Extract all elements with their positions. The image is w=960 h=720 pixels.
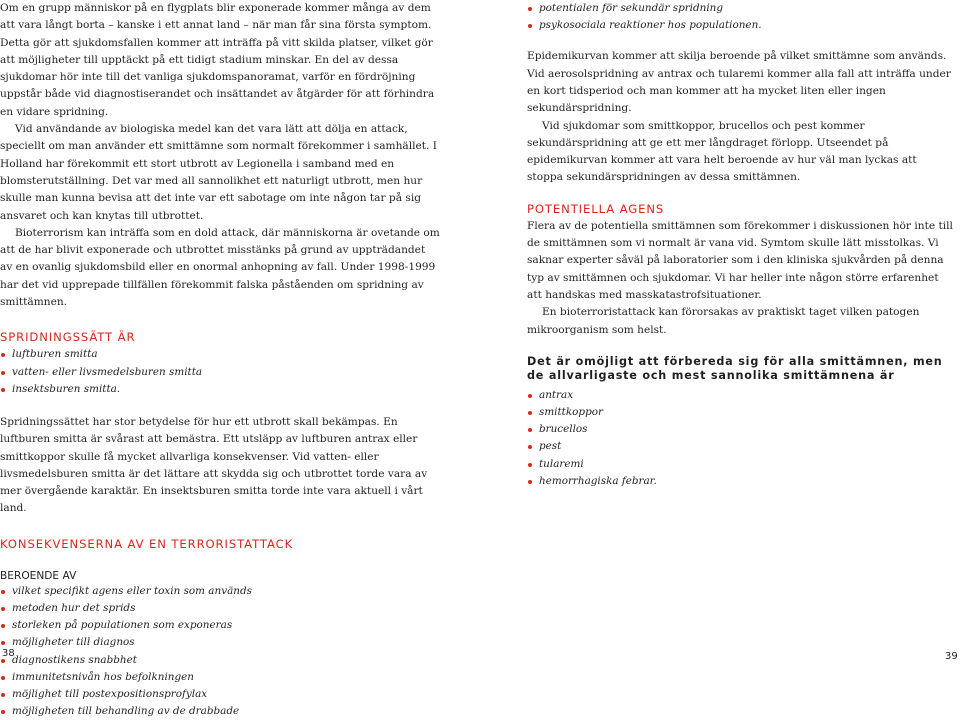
paragraph-agents: Flera av de potentiella smittämnen som förekommer i diskussionen hör inte till de smittämnen som vi normalt är vana vid. Symtom skulle lätt misstolkas. Vi saknar experter såväl på laboratorier som i den kliniska sjukvården på denna typ av smittämnen och sjukdomar. Vi har heller inte någon större erfarenhet att handskas med masskatastrofsituationer.	[527, 219, 953, 301]
paragraph-airport: Om en grupp människor på en flygplats blir exponerade kommer många av dem att vara långt borta – kanske i ett annat land – när man får sina första symptom. Detta gör att sjukdomsfallen kommer att inträffa på vitt skilda platser, vilket gör att möjligheter till upptäckt på ett tidigt stadium minskar. En del av dessa sjukdomar hör inte till det vanliga sjukdomspanoramat, varför en fördröjning uppstår både vid diagnostiserandet och insättandet av åtgärder för att förhindra en vidare spridning.	[0, 2, 435, 118]
spread-list	[0, 346, 440, 398]
right-page	[527, 0, 955, 490]
list-item: metoden hur det sprids	[0, 600, 440, 617]
list-item: diagnostikens snabbhet	[0, 652, 440, 669]
heading-potential-agents: POTENTIELLA AGENS	[527, 201, 665, 216]
depends-label: BEROENDE AV	[0, 569, 77, 582]
left-page	[0, 0, 440, 720]
list-item: storleken på populationen som exponeras	[0, 617, 440, 634]
depends-list	[0, 583, 440, 720]
list-item: antrax	[527, 387, 955, 404]
list-item: hemorrhagiska febrar.	[527, 473, 955, 490]
list-item: vatten- eller livsmedelsburen smitta	[0, 364, 440, 381]
list-item: potentialen för sekundär spridning	[527, 0, 955, 17]
page-number-left: 38	[2, 648, 15, 659]
heading-consequences: KONSEKVENSERNA AV EN TERRORISTATTACK	[0, 536, 294, 551]
list-item: pest	[527, 438, 955, 455]
list-item: psykosociala reaktioner hos populationen.	[527, 17, 955, 34]
list-item: möjligheten till behandling av de drabbade	[0, 703, 440, 720]
list-item: insektsburen smitta.	[0, 381, 440, 398]
paragraph-epidemic-curve: Epidemikurvan kommer att skilja beroende på vilket smittämne som används. Vid aerosolspridning av antrax och tularemi kommer alla fall att inträffa under en kort tidsperiod och man kommer att ha mycket liten eller ingen sekundärspridning.	[527, 50, 951, 115]
agents-list	[527, 387, 955, 490]
paragraph-spread-significance: Spridningssättet har stor betydelse för hur ett utbrott skall bekämpas. En luftburen smitta är svårast att bemästra. Ett utsläpp av luftburen antrax eller smittkoppor skulle få mycket allvarliga konsekvenser. Vid vatten- eller livsmedelsburen smitta är det lättare att skydda sig och utbrottet torde vara av mer övergående karaktär. En insektsburen smitta torde inte vara aktuell i vårt land.	[0, 415, 428, 515]
list-item: luftburen smitta	[0, 346, 440, 363]
list-item: immunitetsnivån hos befolkningen	[0, 669, 440, 686]
list-item: vilket specifikt agens eller toxin som används	[0, 583, 440, 600]
list-item: smittkoppor	[527, 404, 955, 421]
list-item: möjligheter till diagnos	[0, 634, 440, 651]
list-item: möjlighet till postexpositionsprofylax	[0, 686, 440, 703]
paragraph-hidden-attack: Vid användande av biologiska medel kan det vara lätt att dölja en attack, speciellt om man använder ett smittämne som normalt förekommer i samhället. I Holland har förekommit ett stort utbrott av Legionella i samband med en blomsterutställning. Det var med all sannolikhet ett naturligt utbrott, men hur skulle man kunna bevisa att det inte var ett sabotage om inte någon tar på sig ansvaret och kan knytas till utbrottet.	[0, 123, 437, 222]
list-item: brucellos	[527, 421, 955, 438]
heading-spread-methods: SPRIDNINGSSÄTT ÄR	[0, 330, 136, 345]
paragraph-secondary-spread: Vid sjukdomar som smittkoppor, brucellos och pest kommer sekundärspridning att ge ett mer långdraget förlopp. Utseendet på epidemikurvan kommer att vara helt beroende av hur väl man lyckas att stoppa sekundärspridningen av dessa smittämnen.	[527, 119, 917, 184]
paragraph-any-pathogen: En bioterroristattack kan förorsakas av praktiskt taget vilken patogen mikroorganism som helst.	[527, 306, 920, 336]
heading-impossible-prepare: Det är omöjligt att förbereda sig för alla smittämnen, men de allvarligaste och mest sannolika smittämnena är	[527, 354, 943, 382]
list-item: tularemi	[527, 456, 955, 473]
top-list	[527, 0, 955, 34]
paragraph-bioterrorism: Bioterrorism kan inträffa som en dold attack, där människorna är ovetande om att de har blivit exponerade och utbrottet misstänks på grund av uppträdandet av en ovanlig sjukdomsbild eller en onormal anhopning av fall. Under 1998-1999 har det vid upprepade tillfällen förekommit falska påståenden om spridning av smittämnen.	[0, 226, 440, 309]
page-number-right: 39	[945, 651, 958, 662]
